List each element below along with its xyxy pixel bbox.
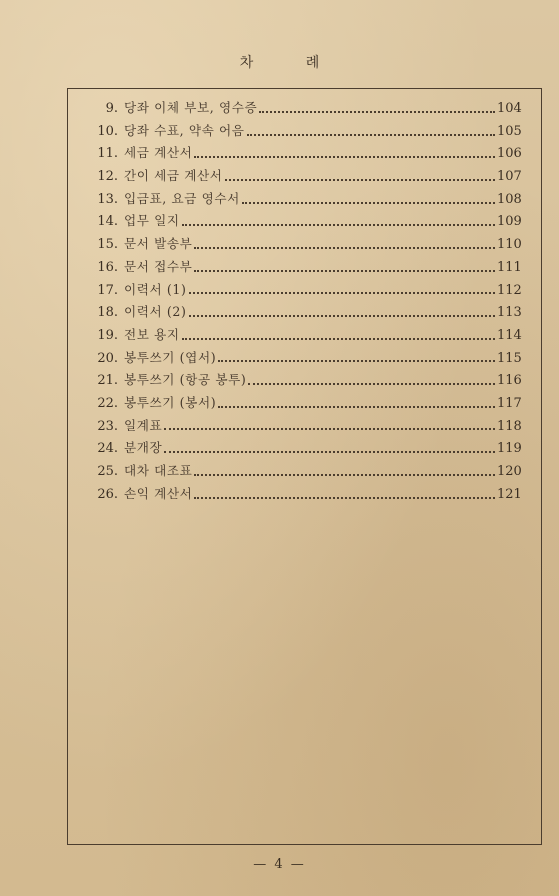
dot-leader (164, 450, 495, 453)
entry-title: 대차 대조표 (124, 463, 193, 478)
toc-entry (87, 188, 522, 211)
toc-entry (87, 279, 522, 302)
toc-entry (87, 301, 522, 324)
entry-number: 26. (97, 486, 118, 502)
dot-leader (248, 382, 495, 385)
entry-title: 분개장 (124, 440, 163, 456)
dot-leader (218, 405, 495, 408)
entry-title: 봉투쓰기 (엽서) (124, 349, 217, 365)
entry-number: 9. (105, 101, 118, 116)
entry-page-number: 106 (497, 146, 522, 162)
entry-number: 14. (97, 214, 118, 230)
entry-number: 12. (97, 169, 118, 185)
toc-entry (87, 437, 522, 460)
toc-entry (87, 210, 522, 233)
entry-page-number: 113 (497, 305, 522, 321)
entry-number: 17. (97, 282, 118, 298)
dot-leader (194, 155, 495, 158)
entry-number: 18. (97, 305, 118, 321)
entry-title: 봉투쓰기 (항공 봉투) (124, 372, 247, 388)
entry-title: 업무 일지 (124, 213, 180, 229)
toc-entry (87, 120, 522, 143)
dot-leader (189, 314, 495, 317)
entry-title: 문서 접수부 (124, 258, 193, 274)
entry-page-number: 109 (497, 214, 522, 230)
toc-entry (87, 324, 522, 347)
dot-leader (194, 496, 495, 499)
entry-title: 이력서 (2) (124, 304, 187, 320)
toc-entry (87, 460, 522, 483)
entry-page-number: 111 (497, 259, 522, 275)
entry-title: 당좌 이체 부보, 영수증 (124, 100, 258, 115)
dot-leader (189, 291, 495, 294)
dot-leader (218, 359, 495, 362)
entry-page-number: 117 (497, 395, 522, 411)
entry-number: 22. (97, 395, 118, 411)
entry-page-number: 107 (497, 169, 522, 185)
entry-title: 일계표 (124, 417, 163, 433)
toc-entry (87, 256, 522, 279)
entry-number: 23. (97, 418, 118, 434)
entry-title: 전보 용지 (124, 326, 180, 342)
dot-leader (225, 178, 495, 181)
dot-leader (182, 337, 495, 340)
entry-title: 문서 발송부 (124, 236, 193, 252)
entry-page-number: 112 (497, 282, 522, 298)
toc-entry (87, 233, 522, 256)
entry-number: 19. (97, 327, 118, 343)
entry-number: 20. (97, 350, 118, 366)
entry-title: 간이 세금 계산서 (124, 168, 223, 184)
entry-title: 이력서 (1) (124, 281, 187, 297)
entry-number: 10. (97, 123, 118, 139)
entry-number: 11. (97, 146, 118, 162)
entry-page-number: 116 (497, 373, 522, 389)
entry-number: 15. (97, 237, 118, 253)
entry-page-number: 114 (497, 327, 522, 343)
toc-entry (87, 142, 522, 165)
entry-page-number: 118 (497, 418, 522, 434)
entry-page-number: 120 (497, 464, 522, 479)
dot-leader (194, 269, 495, 272)
entry-number: 25. (97, 464, 118, 479)
page-title: 차 례 (239, 55, 344, 71)
entry-page-number: 115 (497, 350, 522, 366)
entry-page-number: 108 (497, 191, 522, 207)
dot-leader (242, 201, 495, 204)
dot-leader (259, 110, 495, 113)
entry-page-number: 105 (497, 123, 522, 139)
dot-leader (247, 133, 495, 136)
entry-title: 입금표, 요금 영수서 (124, 190, 240, 206)
entry-number: 13. (97, 191, 118, 207)
table-of-contents (87, 97, 522, 505)
dot-leader (194, 246, 495, 249)
entry-number: 21. (97, 373, 118, 389)
toc-entry (87, 97, 522, 120)
entry-title: 봉투쓰기 (봉서) (124, 394, 217, 410)
toc-entry (87, 415, 522, 438)
dot-leader (194, 473, 495, 476)
entry-page-number: 104 (497, 101, 522, 116)
entry-page-number: 121 (497, 486, 522, 502)
toc-entry (87, 392, 522, 415)
entry-title: 손익 계산서 (124, 485, 193, 501)
entry-title: 당좌 수표, 약속 어음 (124, 122, 245, 138)
entry-title: 세금 계산서 (124, 145, 193, 161)
toc-entry (87, 347, 522, 370)
entry-number: 16. (97, 259, 118, 275)
toc-entry (87, 483, 522, 506)
dot-leader (164, 427, 495, 430)
entry-page-number: 119 (497, 441, 522, 457)
page-number-footer: — 4 — (253, 857, 306, 872)
entry-number: 24. (97, 441, 118, 457)
toc-entry (87, 369, 522, 392)
entry-page-number: 110 (497, 237, 522, 253)
dot-leader (182, 223, 495, 226)
toc-entry (87, 165, 522, 188)
